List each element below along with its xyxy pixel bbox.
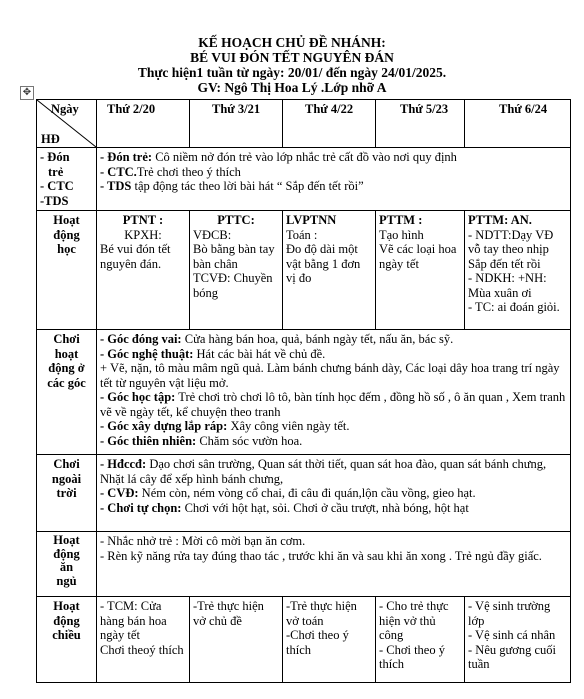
meal-row (37, 532, 571, 597)
plan-teacher: GV: Ngô Thị Hoa Lý .Lớp nhỡ A (197, 80, 387, 95)
day-header-fri: Thứ 6/24 (465, 100, 571, 148)
learning-mon: PTNT : KPXH: Bé vui đón tết nguyên đán. (97, 211, 190, 330)
plan-period: Thực hiện1 tuần từ ngày: 20/01/ đến ngày 24/01/2025. (137, 65, 447, 80)
day-header-wed: Thứ 4/22 (283, 100, 376, 148)
afternoon-label: Hoạt động chiều (37, 597, 97, 683)
learning-wed: LVPTNN Toán : Đo độ dài một vật bằng 1 đơn vị đo (283, 211, 376, 330)
afternoon-fri: - Vệ sinh trường lớp - Vệ sinh cá nhân - Nêu gương cuối tuần (465, 597, 571, 683)
learning-thu: PTTM : Tạo hình Vẽ các loại hoa ngày tết (376, 211, 465, 330)
plan-subtitle: BÉ VUI ĐÓN TẾT NGUYÊN ĐÁN (190, 50, 394, 65)
afternoon-mon: - TCM: Cửa hàng bán hoa ngày tết Chơi theoý thích (97, 597, 190, 683)
afternoon-row (37, 597, 571, 683)
corner-label-activity: HĐ (41, 132, 60, 146)
table-move-handle-icon[interactable]: ✥ (20, 86, 34, 100)
reception-content: - Đón trẻ: Cô niềm nở đón trẻ vào lớp nhắc trẻ cất đồ vào nơi quy định - CTC.Trẻ chơi theo ý thích - TDS tập động tác theo lời bài hát “ Sắp đến tết rồi” (97, 148, 571, 211)
day-header-tue: Thứ 3/21 (190, 100, 283, 148)
outdoor-row (37, 455, 571, 532)
corners-content: - Góc đóng vai: Cửa hàng bán hoa, quả, bánh ngày tết, nấu ăn, bác sỹ. - Góc nghệ thuật: Hát các bài hát về chủ đề. + Vẽ, nặn, tô màu mâm ngũ quả. Làm bánh chưng bánh dày, Các loại dây hoa trang trí ngày tết từ nguyên vật liệu mở. - Góc học tập: Trẻ chơi trò chơi lô tô, bàn tính học đếm , đồng hồ số , ô ăn quan , Xem tranh vẽ về ngày tết, kể chuyện theo tranh - Góc xây dựng lắp ráp: Xây công viên ngày tết. - Góc thiên nhiên: Chăm sóc vườn hoa. (97, 330, 571, 455)
plan-title: KẾ HOẠCH CHỦ ĐỀ NHÁNH: (198, 35, 386, 50)
afternoon-wed: -Trẻ thực hiện vở toán -Chơi theo ý thích (283, 597, 376, 683)
corner-cell (37, 100, 97, 148)
weekly-plan-table (36, 99, 571, 683)
afternoon-tue: -Trẻ thực hiện vở chủ đề (190, 597, 283, 683)
corners-label: Chơi hoạt động ở các góc (37, 330, 97, 455)
learning-row (37, 211, 571, 330)
outdoor-label: Chơi ngoài trời (37, 455, 97, 532)
outdoor-content: - Hđccđ: Dạo chơi sân trường, Quan sát thời tiết, quan sát hoa đào, quan sát bánh chưng, Nhặt lá cây để xếp hình bánh chưng, - CVĐ: Ném còn, ném vòng cổ chai, đi câu đi quán,lộn cầu vồng, gieo hạt. - Chơi tự chọn: Chơi với hột hạt, sỏi. Chơi ở cầu trượt, nhà bóng, hột hạt (97, 455, 571, 532)
learning-fri: PTTM: AN. - NDTT:Dạy VĐ vỗ tay theo nhịp Sắp đến tết rồi - NDKH: +NH: Mùa xuân ơi - TC: ai đoán giỏi. (465, 211, 571, 330)
afternoon-thu: - Cho trẻ thực hiện vở thủ công - Chơi theo ý thích (376, 597, 465, 683)
learning-label: Hoạt động học (37, 211, 97, 330)
day-header-row (37, 100, 571, 148)
reception-row (37, 148, 571, 211)
reception-label: - Đón trẻ - CTC -TDS (37, 148, 97, 211)
learning-tue: PTTC: VĐCB: Bò bằng bàn tay bàn chân TCVĐ: Chuyền bóng (190, 211, 283, 330)
corner-label-day: Ngày (51, 102, 79, 116)
day-header-mon: Thứ 2/20 (97, 100, 190, 148)
meal-label: Hoạt động ăn ngủ (37, 532, 97, 597)
meal-content: - Nhắc nhở trẻ : Mời cô mời bạn ăn cơm. - Rèn kỹ năng rửa tay đúng thao tác , trước khi ăn và sau khi ăn xong . Trẻ ngủ đầy giấc. (97, 532, 571, 597)
day-header-thu: Thứ 5/23 (376, 100, 465, 148)
corners-row (37, 330, 571, 455)
